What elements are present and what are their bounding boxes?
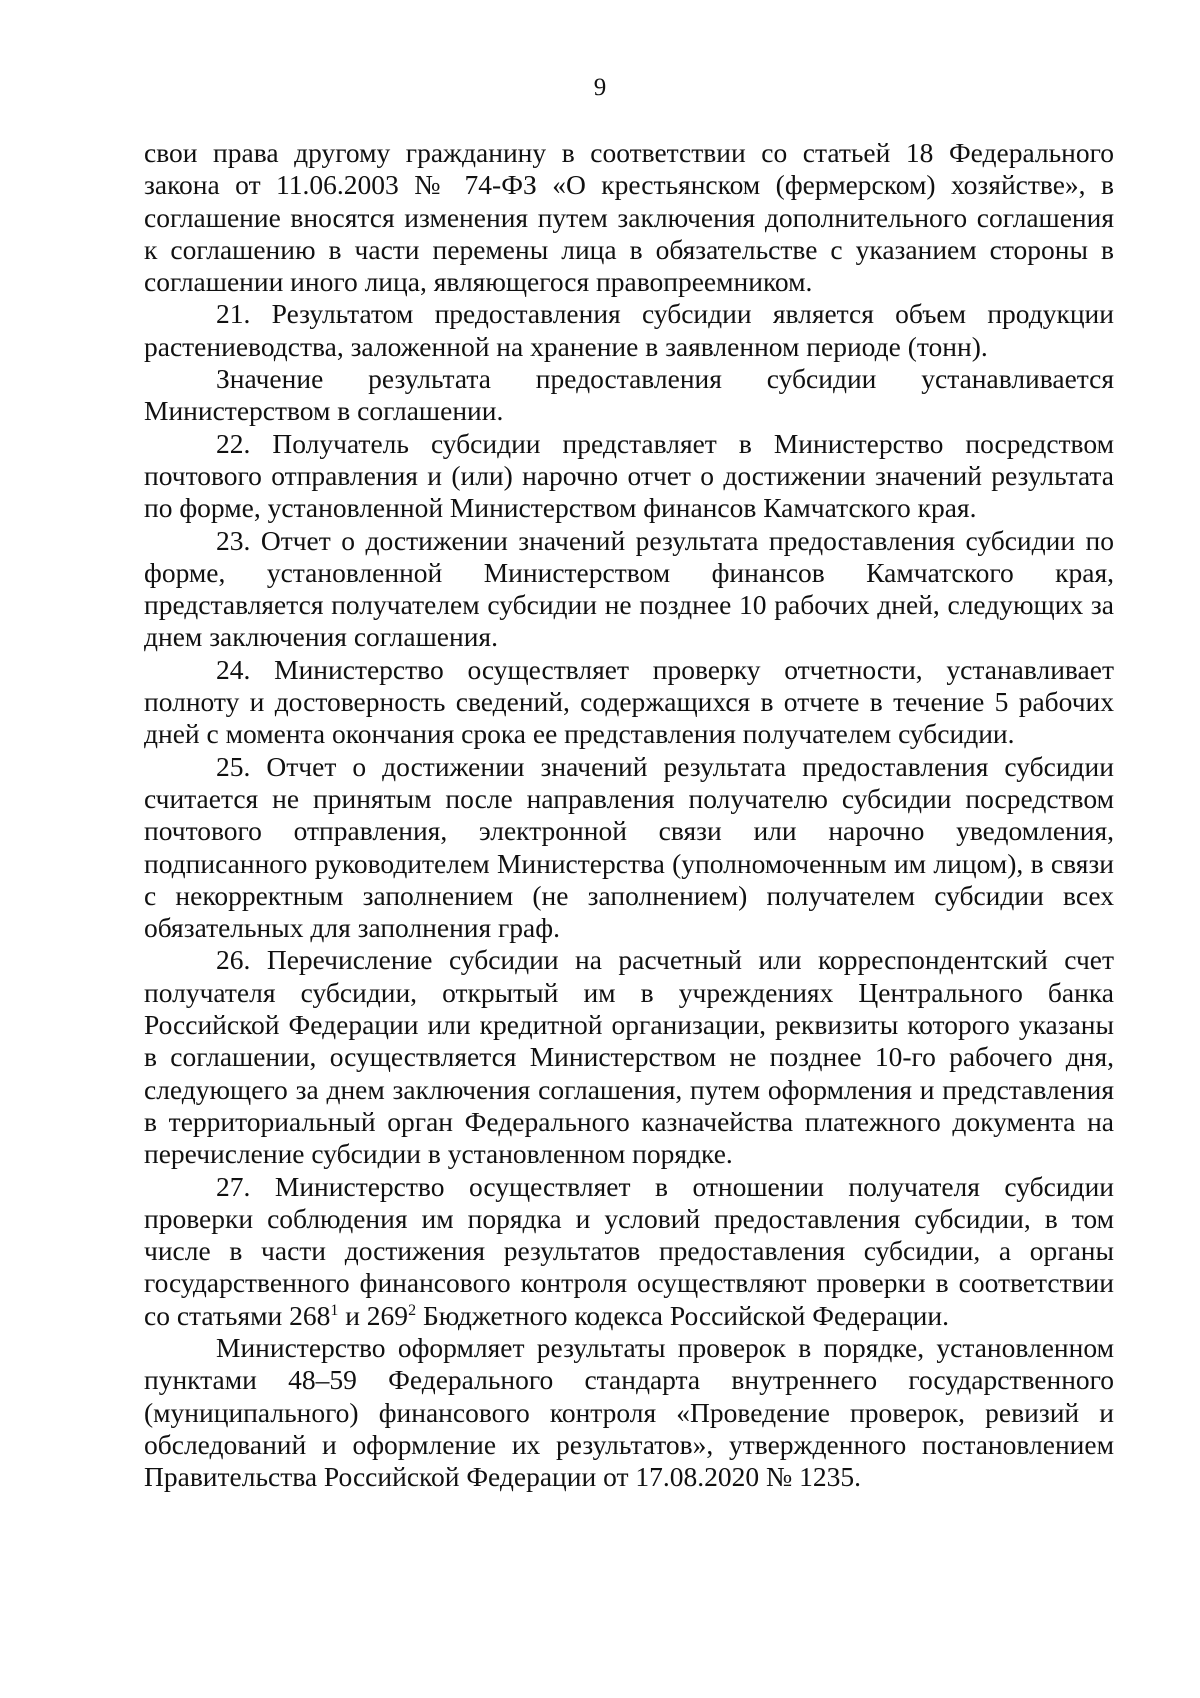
paragraph-23: 23. Отчет о достижении значений результата предоставления субсидии по форме, установленной Министерством финансов Камчатского края, представляется получателем субсидии не позднее 10 рабочих дней, следующих за днем заключения соглашения. [144, 524, 1114, 653]
superscript-268: 1 [330, 1301, 339, 1319]
paragraph-27-mid: и 269 [338, 1299, 409, 1331]
paragraph-27 [144, 1171, 1114, 1332]
paragraph-27-results: Министерство оформляет результаты проверок в порядке, установленном пунктами 48–59 Федерального стандарта внутреннего государственного (муниципального) финансового контроля «Проведение проверок, ревизий и обследований и оформление их результатов», утвержденного постановлением Правительства Российской Федерации от 17.08.2020 № 1235. [144, 1331, 1114, 1493]
paragraph-continuation: свои права другому гражданину в соответствии со статьей 18 Федерального закона от 11.06.2003 № 74-ФЗ «О крестьянском (фермерском) хозяйстве», в соглашение вносятся изменения путем заключения дополнительного соглашения к соглашению в части перемены лица в обязательстве с указанием стороны в соглашении иного лица, являющегося правопреемником. [144, 137, 1114, 298]
paragraph-27-text: 27. Министерство осуществляет в отношении получателя субсидии проверки соблюдения им порядка и условий предоставления субсидии, в том числе в части достижения результатов предоставления субсидии, а органы государственного финансового контроля осуществляют проверки в соответствии со статьями 268 [144, 1170, 1114, 1331]
page-number: 9 [593, 74, 607, 101]
paragraph-21-value: Значение результата предоставления субсидии устанавливается Министерством в соглашении. [144, 363, 1114, 427]
paragraph-26: 26. Перечисление субсидии на расчетный или корреспондентский счет получателя субсидии, открытый им в учреждениях Центрального банка Российской Федерации или кредитной организации, реквизиты которого указаны в соглашении, осуществляется Министерством не позднее 10-го рабочего дня, следующего за днем заключения соглашения, путем оформления и представления в территориальный орган Федерального казначейства платежного документа на перечисление субсидии в установленном порядке. [144, 944, 1114, 1170]
paragraph-22: 22. Получатель субсидии представляет в Министерство посредством почтового отправления и (или) нарочно отчет о достижении значений результата по форме, установленной Министерством финансов Камчатского края. [144, 427, 1114, 524]
paragraph-21: 21. Результатом предоставления субсидии является объем продукции растениеводства, заложенной на хранение в заявленном периоде (тонн). [144, 298, 1114, 362]
superscript-269: 2 [408, 1301, 417, 1319]
paragraph-27-tail: Бюджетного кодекса Российской Федерации. [416, 1299, 949, 1331]
paragraph-25: 25. Отчет о достижении значений результата предоставления субсидии считается не принятым после направления получателю субсидии посредством почтового отправления, электронной связи или нарочно уведомления, подписанного руководителем Министерства (уполномоченным им лицом), в связи с некорректным заполнением (не заполнением) получателем субсидии всех обязательных для заполнения граф. [144, 750, 1114, 944]
paragraph-24: 24. Министерство осуществляет проверку отчетности, устанавливает полноту и достоверность сведений, содержащихся в отчете в течение 5 рабочих дней с момента окончания срока ее представления получателем субсидии. [144, 653, 1114, 750]
document-body [144, 137, 1114, 1493]
